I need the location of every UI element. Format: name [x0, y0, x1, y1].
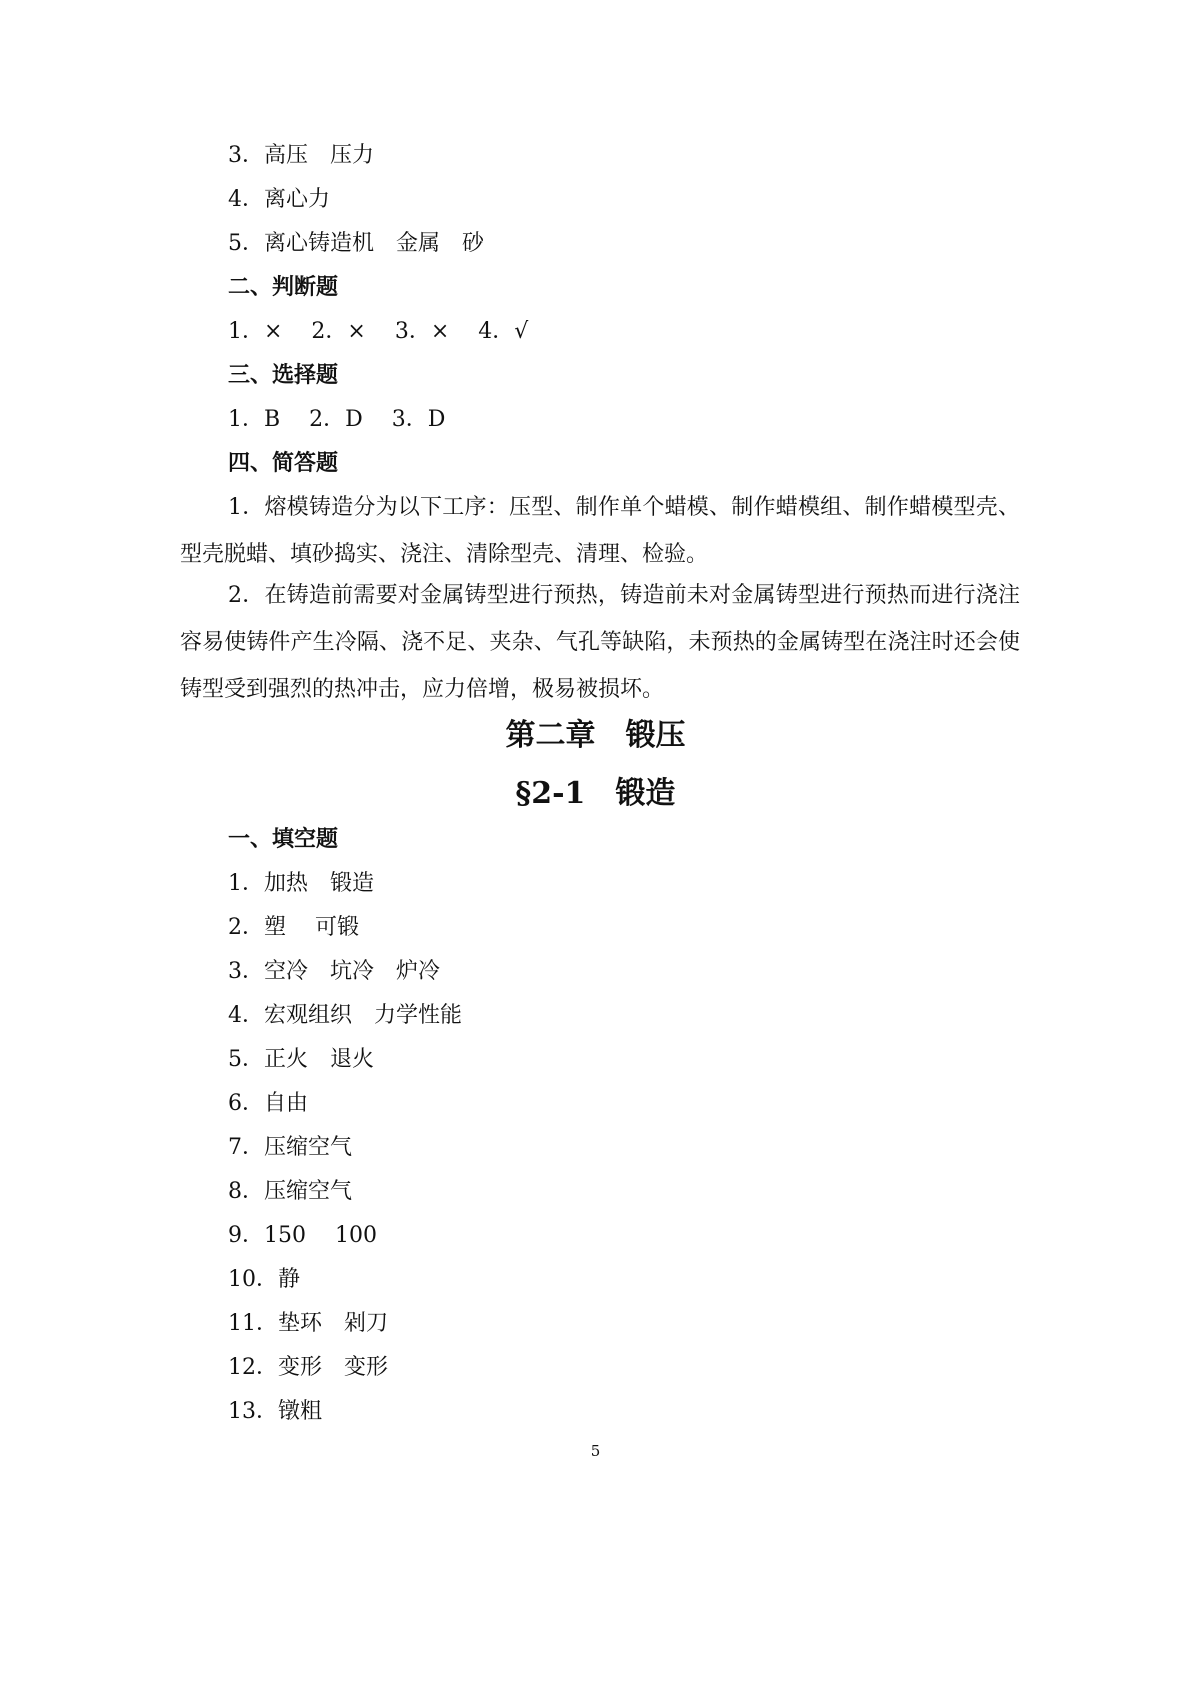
answer-line: 10．静 [228, 1267, 300, 1292]
answer-line: 12．变形 变形 [228, 1355, 388, 1380]
paragraph: 1．熔模铸造分为以下工序：压型、制作单个蜡模、制作蜡模组、制作蜡模型壳、型壳脱蜡、填砂捣实、浇注、清除型壳、清理、检验。 [180, 495, 1020, 567]
paragraph: 2．在铸造前需要对金属铸型进行预热，铸造前未对金属铸型进行预热而进行浇注容易使铸件产生冷隔、浇不足、夹杂、气孔等缺陷，未预热的金属铸型在浇注时还会使铸型受到强烈的热冲击，应力倍增，极易被损坏。 [180, 583, 1020, 702]
section-heading: 二、判断题 [228, 275, 339, 300]
answer-line: 1．加热 锻造 [228, 871, 374, 896]
answer-line: 5．离心铸造机 金属 砂 [228, 231, 484, 256]
answer-line: 4．离心力 [228, 187, 330, 212]
answer-line: 4．宏观组织 力学性能 [228, 1003, 462, 1028]
answer-line: 3．高压 压力 [228, 143, 374, 168]
section-heading: 四、简答题 [228, 451, 339, 476]
answer-line: 13．镦粗 [228, 1399, 322, 1424]
answer-line: 1．× 2．× 3．× 4．√ [228, 319, 529, 344]
answer-line: 1．B 2．D 3．D [228, 407, 446, 432]
answer-line: 11．垫环 剁刀 [228, 1311, 388, 1336]
answer-line: 8．压缩空气 [228, 1179, 352, 1204]
answer-line: 7．压缩空气 [228, 1135, 352, 1160]
section-heading: 一、填空题 [228, 827, 339, 852]
answer-line: 6．自由 [228, 1091, 308, 1116]
section-heading: 三、选择题 [228, 363, 339, 388]
chapter-title: 第二章 锻压 [505, 718, 686, 753]
section-title: §2-1 锻造 [515, 776, 676, 811]
answer-line: 9．150 100 [228, 1223, 377, 1248]
answer-line: 5．正火 退火 [228, 1047, 374, 1072]
answer-line: 3．空冷 坑冷 炉冷 [228, 959, 440, 984]
answer-line: 2．塑 可锻 [228, 915, 359, 940]
page-number: 5 [590, 1442, 601, 1460]
